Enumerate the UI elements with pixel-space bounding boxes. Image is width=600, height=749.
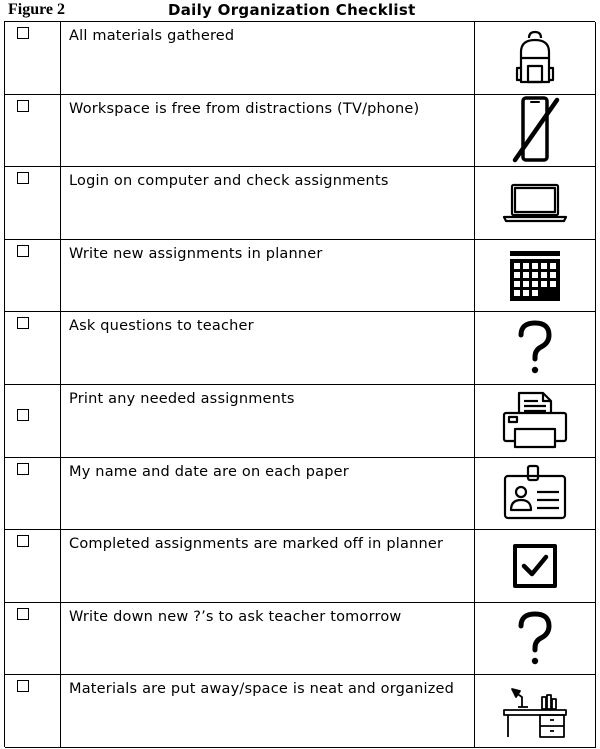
checked-box-icon (475, 530, 596, 603)
checklist-row (5, 603, 595, 676)
laptop-icon (475, 167, 596, 240)
checkbox-cell (5, 675, 61, 748)
checkbox[interactable] (17, 535, 29, 547)
calendar-icon (475, 240, 596, 313)
checkbox[interactable] (17, 100, 29, 112)
desk-icon (475, 675, 596, 748)
checkbox-cell (5, 385, 61, 458)
no-phone-icon (475, 95, 596, 168)
checklist-row (5, 385, 595, 458)
item-text: Materials are put away/space is neat and organized (61, 675, 475, 748)
checkbox[interactable] (17, 27, 29, 39)
checkbox-cell (5, 22, 61, 95)
id-badge-icon (475, 458, 596, 531)
checkbox-cell (5, 603, 61, 676)
checkbox[interactable] (17, 463, 29, 475)
checkbox[interactable] (17, 245, 29, 257)
checkbox[interactable] (17, 608, 29, 620)
item-text: Login on computer and check assignments (61, 167, 475, 240)
checkbox-cell (5, 95, 61, 168)
checkbox-cell (5, 240, 61, 313)
item-text: Write new assignments in planner (61, 240, 475, 313)
question-mark-icon (475, 312, 596, 385)
checkbox-cell (5, 312, 61, 385)
question-mark-icon (475, 603, 596, 676)
item-text: Print any needed assignments (61, 385, 475, 458)
figure-label: Figure 2 (8, 1, 66, 18)
checklist-row (5, 22, 595, 95)
checkbox[interactable] (17, 680, 29, 692)
checkbox[interactable] (17, 409, 29, 421)
checklist-row (5, 458, 595, 531)
checklist-row (5, 240, 595, 313)
checkbox[interactable] (17, 317, 29, 329)
item-text: All materials gathered (61, 22, 475, 95)
checklist-row (5, 530, 595, 603)
checklist-row (5, 95, 595, 168)
item-text: Ask questions to teacher (61, 312, 475, 385)
checklist-row (5, 167, 595, 240)
printer-icon (475, 385, 596, 458)
item-text: Write down new ?’s to ask teacher tomorrow (61, 603, 475, 676)
backpack-icon (475, 22, 596, 95)
item-text: Workspace is free from distractions (TV/phone) (61, 95, 475, 168)
checklist-row (5, 312, 595, 385)
checklist-row (5, 675, 595, 748)
page-title: Daily Organization Checklist (168, 1, 416, 19)
checkbox-cell (5, 530, 61, 603)
item-text: Completed assignments are marked off in planner (61, 530, 475, 603)
checklist-table (4, 21, 595, 747)
checkbox-cell (5, 458, 61, 531)
checkbox-cell (5, 167, 61, 240)
checkbox[interactable] (17, 172, 29, 184)
item-text: My name and date are on each paper (61, 458, 475, 531)
header (0, 0, 600, 22)
